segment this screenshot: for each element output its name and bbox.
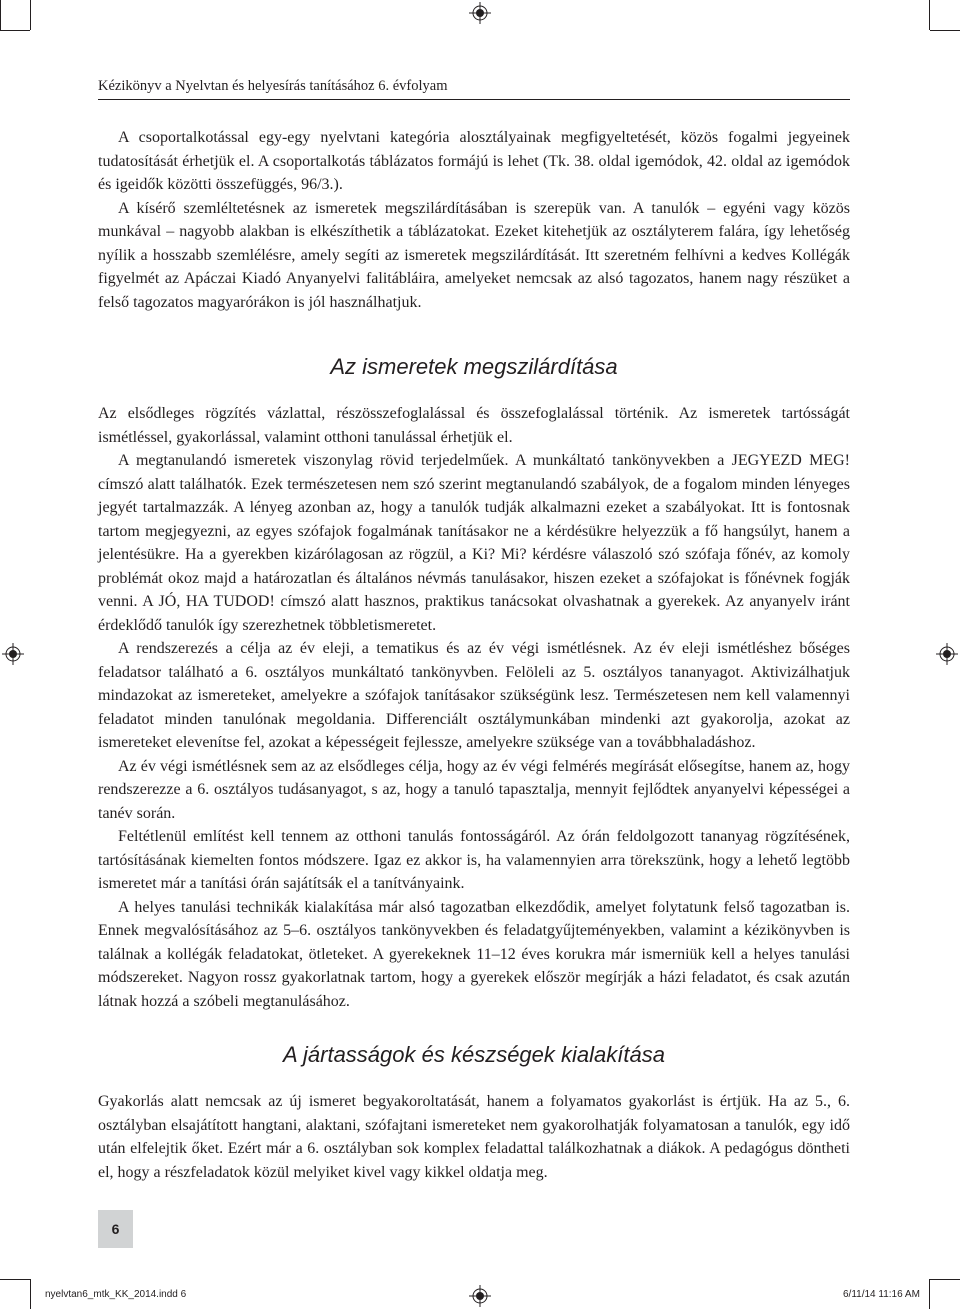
crop-mark [929,1279,930,1309]
slug-date: 6/11/14 11:16 AM [843,1289,920,1300]
crop-mark [930,30,960,31]
crop-mark [0,30,30,31]
header-rule [98,99,850,100]
registration-mark-icon [469,2,491,24]
crop-mark [929,0,930,30]
paragraph: Feltétlenül említést kell tennem az otthoni tanulás fontosságáról. Az órán feldolgozott tananyag rögzítésének, tartósításának kiemelten fontos módszere. Igaz ez akkor is, ha valamennyien arra törekszünk, hogy a lehető legtöbb ismeretet már a tanítási órán sajátítsák el a tanítványaink. [98,828,850,892]
registration-mark-icon [469,1285,491,1307]
paragraph: A kísérő szemléltetésnek az ismeretek megszilárdításában is szerepük van. A tanulók – egyéni vagy közös munkával – nagyobb alakban is elkészíthetik a táblázatokat. Ezeket kitehetjük az osztályterem falára, így lehetőség nyílik a hosszabb szemlélésre, amely segíti az ismeretek megszilárdítását. Itt szeretném felhívni a kedves Kollégák figyelmét az Apáczai Kiadó Anyanyelvi falitábláira, amelyeket nemcsak az alsó tagozatos, hanem nagy részüket a felső tagozatos magyarórákon is jól használhatjuk. [98,199,850,311]
paragraph: A megtanulandó ismeretek viszonylag rövid terjedelműek. A munkáltató tankönyvekben a JEGYEZD MEG! címszó alatt találhatók. Ezek természetesen nem szó szerint megtanulandó szabályok, de a fogalom minden lényeges jegyét tartalmazzák. A lényeg azonban az, hogy a tanulók tudják alkalmazni ezeket a szabályokat. Itt is fontosnak tartom megjegyezni, az egyes szófajok fogalmának tanításakor ne a kérdésükre helyezzük a fő hangsúlyt, hanem a jelentésükre. Ha a gyerekben kizárólagosan az rögzül, a Ki? Mi? kérdésre válaszoló szó szófaja főnév, az komoly problémát okoz majd a határozatlan és általános névmás tanulásakor, hiszen ezeket a szófajokat is főnévnek fogják venni. A JÓ, HA TUDOD! címszó alatt hasznos, praktikus tanácsokat olvashatnak a gyerekek. Az anyanyelv iránt érdeklődő tanulók így szerezhetnek többletismeretet. [98,452,850,634]
crop-mark [930,1279,960,1280]
registration-mark-icon [2,643,24,665]
intro-text [98,126,850,314]
page-number: 6 [98,1210,133,1248]
section-text [98,402,850,1013]
crop-mark [30,1279,31,1309]
crop-mark [0,0,1,30]
paragraph: A csoportalkotással egy-egy nyelvtani kategória alosztályainak megfigyeltetését, közös fogalmi jegyeinek tudatosítását érhetjük el. A csoportalkotás táblázatos formájú is lehet (Tk. 38. oldal igemódok, 42. oldal az igemódok és igeidők közötti összefüggés, 96/3.). [98,129,850,193]
paragraph: A rendszerezés a célja az év eleji, a tematikus és az év végi ismétlésnek. Az év eleji ismétléshez bőséges feladatsor található a 6. osztályos munkáltató tankönyvben. Felöleli az 5. osztályos tananyagot. Aktivizálhatjuk mindazokat az ismereteket, amelyekre a szófajok tanításakor szükségünk lesz. Természetesen nem kell valamennyi feladatot minden tanulónak megoldania. Differenciált osztálymunkában mindenki azt gyakorolja, azokat az ismereteket elevenítse fel, azokat a képességeit fejlessze, amelyekre szüksége van a továbbhaladáshoz. [98,640,850,751]
paragraph: Gyakorlás alatt nemcsak az új ismeret begyakoroltatását, hanem a folyamatos gyakorlást is értjük. Ha az 5., 6. osztályban elsajátított hangtani, alaktani, szófajtani ismereteket nem gyakorolhatják folyamatosan a tanulók, egy idő után elfelejtik őket. Ezért már a 6. osztályban sok komplex feladattal találkozhatnak a diákok. A pedagógus döntheti el, hogy a részfeladatok közül melyiket kivel vagy kikkel oldatja meg. [98,1093,850,1181]
running-header: Kézikönyv a Nyelvtan és helyesírás tanításához 6. évfolyam [98,78,448,94]
section-text [98,1090,850,1184]
registration-mark-icon [936,643,958,665]
paragraph: Az év végi ismétlésnek sem az az elsődleges célja, hogy az év végi felmérés megírását elősegítse, hanem az, hogy rendszerezze a 6. osztályos tudásanyagot, s az, hogy a tanuló tapasztalja, mennyit fejlődtek anyanyelvi képességei a tanév során. [98,757,850,822]
crop-mark [0,1279,30,1280]
crop-mark [30,0,31,30]
section-heading: Az ismeretek megszilárdítása [330,354,618,379]
slug-filename: nyelvtan6_mtk_KK_2014.indd 6 [45,1289,187,1300]
section-heading: A jártasságok és készségek kialakítása [283,1042,665,1067]
paragraph: Az elsődleges rögzítés vázlattal, részösszefoglalással és összefoglalással történik. Az ismeretek tartósságát ismétléssel, gyakorlással, valamint otthoni tanulással érhetjük el. [98,405,850,446]
paragraph: A helyes tanulási technikák kialakítása már alsó tagozatban elkezdődik, amelyet folytatunk felső tagozatban is. Ennek megvalósításához az 5–6. osztályos tankönyvekben és feladatgyűjteményekben, valamint a kézikönyvben is találnak a kollégák feladatokat, ötleteket. A gyerekeknek 11–12 éves korukra már ismerniük kell a helyes tanulási módszereket. Nagyon rossz gyakorlatnak tartom, hogy a gyerekek először megírják a házi feladatot, és csak azután látnak hozzá a szóbeli megtanulásához. [98,898,850,1010]
